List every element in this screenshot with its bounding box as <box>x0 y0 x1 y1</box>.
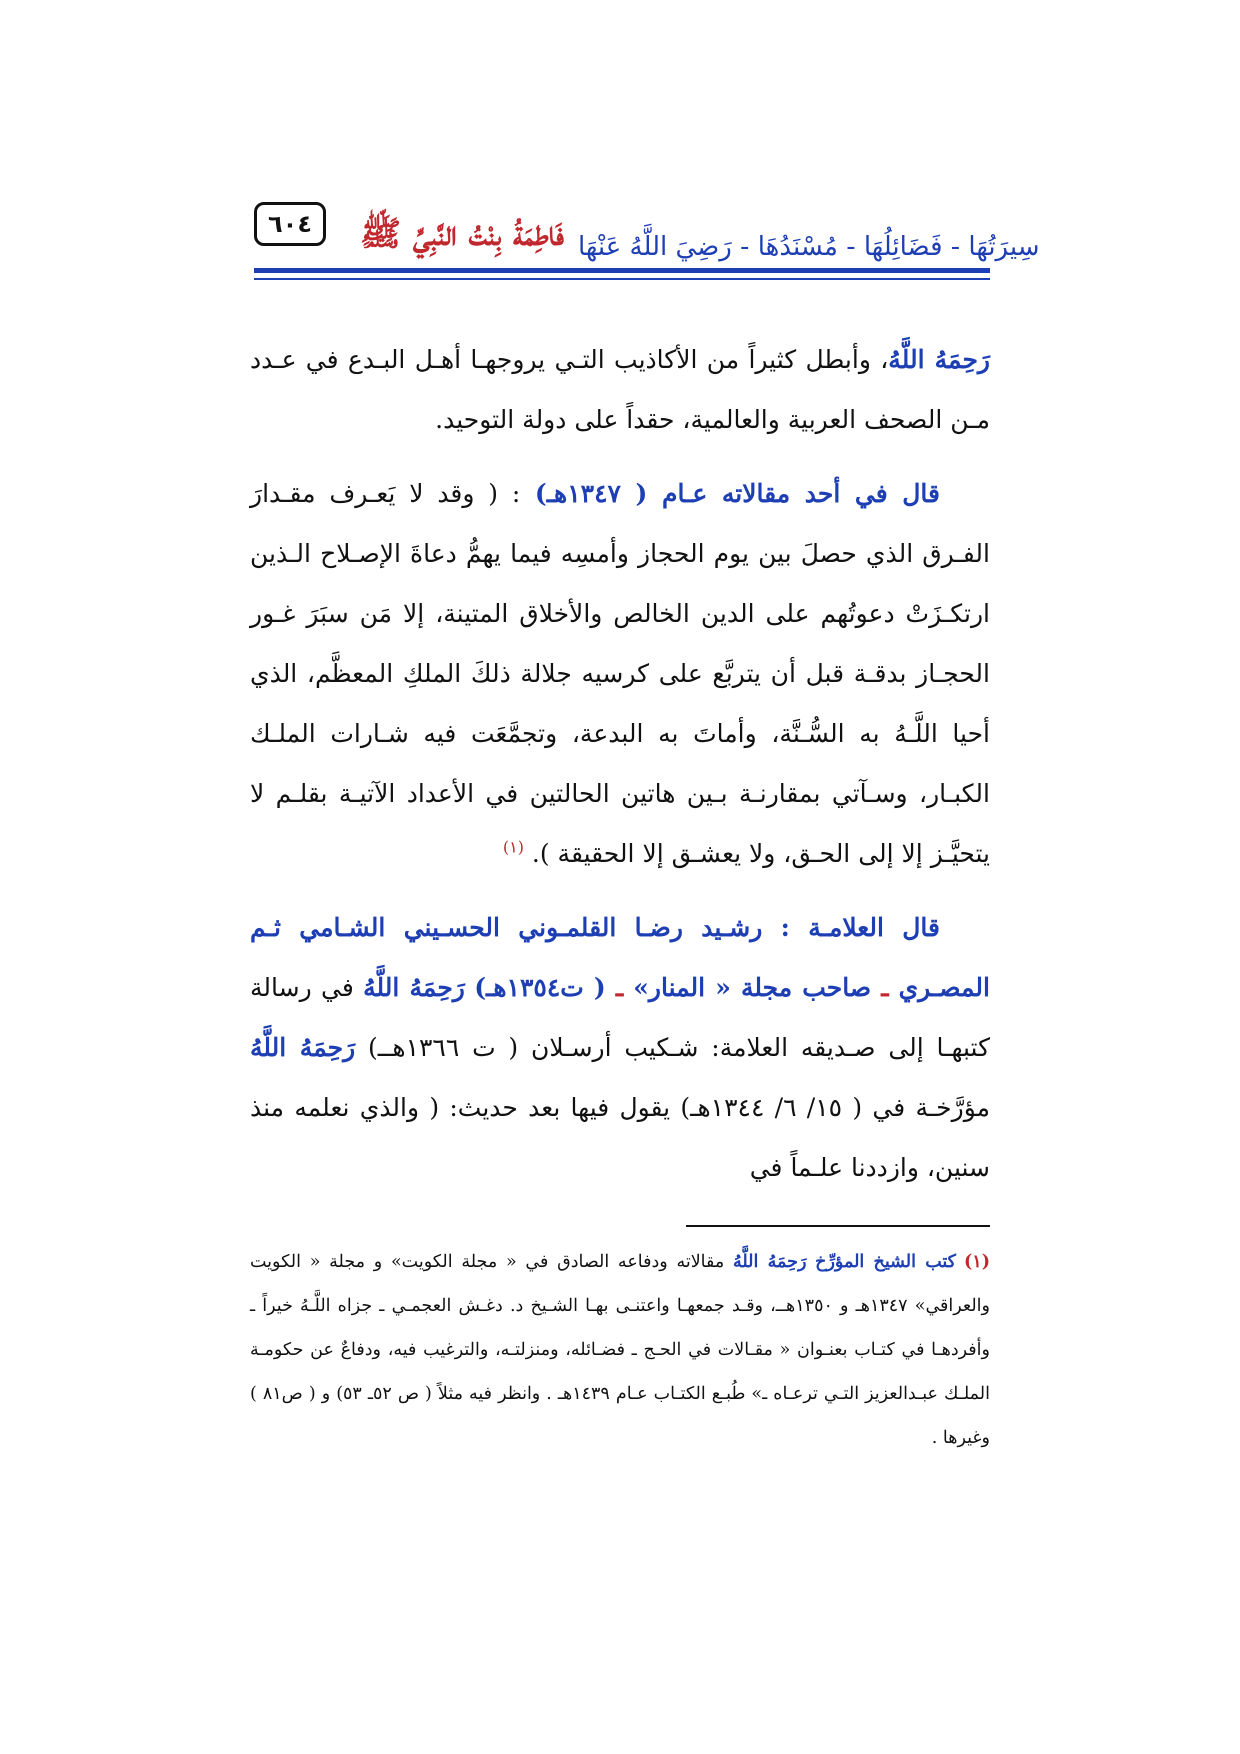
header-rule-thick <box>254 268 990 273</box>
running-title <box>360 190 1040 262</box>
quote-lead-2: صاحب مجلة « المنار» <box>633 973 872 1002</box>
footnote-text: مقالاته ودفاعه الصادق في « مجلة الكويت» و مجلة « الكويت والعراقي» ١٣٤٧هـ و ١٣٥٠هــ، وقـد جمعهـا واعتنـى بهـا الشـيخ د. دغـش العجمـي ـ جزاه اللَّـهُ خيراً ـ وأفردهـا في كتـاب بعنـوان « مقـالات في الحـج ـ فضـائله، ومنزلتـه، والترغيب فيه، ودفاعٌ عن حكومـة الملـك عبـدالعزيز التـي ترعـاه ـ» طُبـع الكتـاب عـام ١٤٣٩هـ . وانظر فيه مثلاً ( ص ٥٢ـ ٥٣) و ( ص٨١ ) وغيرها . <box>250 1252 990 1448</box>
honorific: رَحِمَهُ اللَّهُ <box>888 345 990 374</box>
honorific: رَحِمَهُ اللَّهُ <box>733 1252 807 1272</box>
quote-lead: قال العلامـة : رشـيد رضـا القلمـوني الحسـيني الشـامي ثـم المصـري <box>250 913 990 1002</box>
book-title: فَاطِمَةُ بِنْتُ النَّبِيِّ ﷺ <box>360 214 564 254</box>
page-number: ٦٠٤ <box>254 202 326 246</box>
footnote-ref[interactable]: (١) <box>502 837 524 857</box>
paragraph-2 <box>250 464 990 884</box>
paragraph-text: : ( وقد لا يَعـرف مقـدارَ الفـرق الذي حصلَ بين يوم الحجاز وأمسِه فيما يهمُّ دعاةَ الإصـلاح الـذين ارتكـزَتْ دعوتُهم على الدين الخالص والأخلاق المتينة، إلا مَن سبَرَ غـور الحجـاز بدقـة قبل أن يتربَّع على كرسيه جلالة ذلكَ الملكِ المعظَّم، الذي أحيا اللَّـهُ به السُّـنَّة، وأماتَ به البدعة، وتجمَّعَت فيه شـارات الملـك الكبـار، وسـآتي بمقارنـة بـين هاتين الحالتين في الأعداد الآتيـة بقلـم لا يتحيَّـز إلا إلى الحـق، ولا يعشـق إلا الحقيقة ). <box>250 479 990 868</box>
honorific: رَحِمَهُ اللَّهُ <box>250 1033 356 1062</box>
paragraph-text: ، وأبطل كثيراً من الأكاذيب التـي يروجهـا أهـل البـدع في عـدد مـن الصحف العربية والعالمية، حقداً على دولة التوحيد. <box>250 345 990 434</box>
footnote-separator <box>686 1225 990 1227</box>
footnote-marker: (١) <box>964 1252 990 1272</box>
quote-lead: قال في أحد مقالاته عـام ( ١٣٤٧هـ) <box>520 479 940 508</box>
dash: ـ <box>871 973 899 1002</box>
footnote-1 <box>250 1240 990 1460</box>
paragraph-text: مؤرَّخـة في ( ١٥/ ٦/ ١٣٤٤هـ) يقول فيها بعد حديث: ( والذي نعلمه منذ سنين، وازددنا علـماً في <box>250 1093 991 1182</box>
paragraph-text: في رسالة كتبهـا إلى صـديقه العلامة: شـكيب أرسـلان ( ت ١٣٦٦هــ) <box>250 973 990 1062</box>
honorific: رَحِمَهُ اللَّهُ <box>363 973 465 1002</box>
footnotes <box>250 1240 990 1460</box>
book-subtitle: سِيرَتُهَا - فَضَائِلُهَا - مُسْنَدُهَا - رَضِيَ اللَّهُ عَنْهَا <box>578 232 1040 262</box>
body-text <box>250 330 990 1198</box>
paragraph-1 <box>250 330 990 450</box>
paragraph-3 <box>250 898 990 1198</box>
death-date: ( ت١٣٥٤هـ) <box>474 973 606 1002</box>
footnote-lead: كتب الشيخ المؤرِّخ <box>815 1252 957 1272</box>
page-header <box>254 190 1040 294</box>
dash: ـ <box>605 973 634 1002</box>
header-rule-thin <box>254 278 990 280</box>
